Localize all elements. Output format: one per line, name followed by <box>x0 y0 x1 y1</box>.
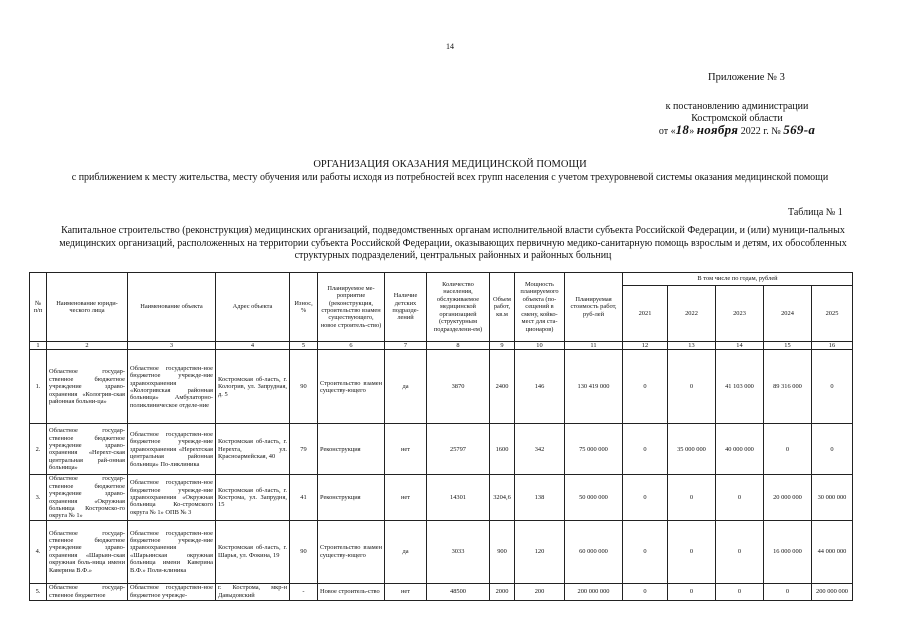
header-year-2025: 2025 <box>812 286 853 342</box>
cell-address: г. Кострома, мкр-н Давыдовский <box>216 583 290 600</box>
header-year-2021: 2021 <box>623 286 668 342</box>
cell-entity: Областное государ-ственное бюджетное учреждение здраво-охранения «Нерехт-ская центральная рай-онная больница» <box>47 424 128 475</box>
appendix-date-line <box>622 124 852 138</box>
cell-volume: 2400 <box>490 350 515 424</box>
header-entity: Наименование юриди-ческого лица <box>47 273 128 342</box>
cell-children: да <box>385 350 427 424</box>
handwritten-day: 18 <box>675 122 690 137</box>
cell-children: нет <box>385 424 427 475</box>
table-body <box>30 350 853 600</box>
construction-table <box>29 272 853 601</box>
cell-address: Костромская об-ласть, г. Шарья, ул. Фокина, 19 <box>216 520 290 583</box>
header-children: Наличие детских подразде-лений <box>385 273 427 342</box>
cell-population: 14301 <box>427 475 490 520</box>
cell-volume: 1600 <box>490 424 515 475</box>
cell-year-2025: 0 <box>812 424 853 475</box>
cell-children: нет <box>385 475 427 520</box>
cell-planned: Новое строитель-ство <box>318 583 385 600</box>
appendix-line-1: к постановлению администрации <box>665 101 809 112</box>
handwritten-month: ноября <box>696 122 739 137</box>
appendix-line-2: Костромской области <box>691 112 783 124</box>
table-row <box>30 475 853 520</box>
cell-year-2025: 44 000 000 <box>812 520 853 583</box>
cell-address: Костромская об-ласть, г. Кострома, ул. Запрудня, 15 <box>216 475 290 520</box>
document-subtitle: с приближением к месту жительства, месту обучения или работы исходя из потребностей всех групп населения с учетом трехуровневой системы оказания медицинской помощи <box>71 172 829 183</box>
cell-capacity: 342 <box>515 424 565 475</box>
cell-capacity: 200 <box>515 583 565 600</box>
column-number: 2 <box>47 342 128 350</box>
cell-year-2022: 0 <box>668 583 716 600</box>
cell-object: Областное государствен-ное бюджетное учрежде-ние здравоохранения «Нерехтская центральная районная больница» По-ликлиника <box>128 424 216 475</box>
cell-year-2025: 200 000 000 <box>812 583 853 600</box>
header-planned: Планируемое ме-роприятие (реконструкция, строительство взамен существующего, новое строитель-ство) <box>318 273 385 342</box>
cell-address: Костромская об-ласть, г. Кологрив, ул. Запрудная, д. 5 <box>216 350 290 424</box>
cell-population: 3033 <box>427 520 490 583</box>
header-wear: Износ, % <box>290 273 318 342</box>
column-number-row <box>30 342 853 350</box>
header-year-2024: 2024 <box>764 286 812 342</box>
cell-num: 2. <box>30 424 47 475</box>
column-number: 11 <box>565 342 623 350</box>
cell-population: 3870 <box>427 350 490 424</box>
cell-year-2022: 0 <box>668 350 716 424</box>
table-row <box>30 520 853 583</box>
column-number: 14 <box>716 342 764 350</box>
page-number: 14 <box>446 42 454 51</box>
appendix-title: Приложение № 3 <box>708 72 785 83</box>
cell-year-2023: 0 <box>716 583 764 600</box>
date-mid: » <box>689 126 697 137</box>
cell-cost: 60 000 000 <box>565 520 623 583</box>
header-years-group: В том числе по годам, рублей <box>623 273 853 286</box>
cell-num: 3. <box>30 475 47 520</box>
cell-num: 4. <box>30 520 47 583</box>
cell-year-2023: 40 000 000 <box>716 424 764 475</box>
date-prefix: от « <box>658 126 676 137</box>
column-number: 15 <box>764 342 812 350</box>
document-title: ОРГАНИЗАЦИЯ ОКАЗАНИЯ МЕДИЦИНСКОЙ ПОМОЩИ <box>313 159 587 170</box>
cell-address: Костромская об-ласть, г. Нерехта, ул. Красноармейская, 40 <box>216 424 290 475</box>
column-number: 8 <box>427 342 490 350</box>
column-number: 5 <box>290 342 318 350</box>
cell-wear: 41 <box>290 475 318 520</box>
cell-volume: 900 <box>490 520 515 583</box>
column-number: 4 <box>216 342 290 350</box>
cell-planned: Реконструкция <box>318 475 385 520</box>
table-row <box>30 583 853 600</box>
cell-children: нет <box>385 583 427 600</box>
table-row <box>30 350 853 424</box>
cell-wear: - <box>290 583 318 600</box>
cell-wear: 90 <box>290 350 318 424</box>
header-year-2022: 2022 <box>668 286 716 342</box>
cell-year-2021: 0 <box>623 475 668 520</box>
header-num: № п/п <box>30 273 47 342</box>
cell-entity: Областное государ-ственное бюджетное <box>47 583 128 600</box>
cell-year-2021: 0 <box>623 350 668 424</box>
cell-planned: Строительство взамен существу-ющего <box>318 350 385 424</box>
cell-object: Областное государствен-ное бюджетное учрежде-ние здравоохранения «Кологривская районная больница» Амбулаторно-поликлиническое отделе-ние <box>128 350 216 424</box>
header-cost: Планируемая стоимость работ, руб-лей <box>565 273 623 342</box>
cell-population: 48500 <box>427 583 490 600</box>
cell-year-2024: 0 <box>764 583 812 600</box>
table-number: Таблица № 1 <box>788 207 843 218</box>
cell-capacity: 120 <box>515 520 565 583</box>
cell-year-2025: 30 000 000 <box>812 475 853 520</box>
cell-cost: 50 000 000 <box>565 475 623 520</box>
cell-year-2021: 0 <box>623 583 668 600</box>
cell-volume: 2000 <box>490 583 515 600</box>
header-year-2023: 2023 <box>716 286 764 342</box>
header-volume: Объем работ, кв.м <box>490 273 515 342</box>
cell-wear: 90 <box>290 520 318 583</box>
cell-year-2025: 0 <box>812 350 853 424</box>
column-number: 1 <box>30 342 47 350</box>
cell-wear: 79 <box>290 424 318 475</box>
appendix-reference <box>622 101 852 138</box>
cell-object: Областное государствен-ное бюджетное учрежде- <box>128 583 216 600</box>
date-year: 2022 г. № <box>738 126 784 137</box>
cell-year-2024: 16 000 000 <box>764 520 812 583</box>
column-number: 7 <box>385 342 427 350</box>
cell-planned: Строительство взамен существу-ющего <box>318 520 385 583</box>
cell-entity: Областное государ-ственное бюджетное учреждение здраво-охранения «Кологрив-ская районная больни-ца» <box>47 350 128 424</box>
cell-object: Областное государствен-ное бюджетное учрежде-ние здравоохранения «Окружная больница Ко-стромского округа № 1» ОПВ № 3 <box>128 475 216 520</box>
cell-planned: Реконструкция <box>318 424 385 475</box>
column-number: 13 <box>668 342 716 350</box>
cell-children: да <box>385 520 427 583</box>
cell-cost: 75 000 000 <box>565 424 623 475</box>
column-number: 16 <box>812 342 853 350</box>
table-caption: Капитальное строительство (реконструкция) медицинских организаций, подведомственных органам исполнительной власти субъекта Российской Федерации, и (или) муници-пальных медицинских организаций, расположенных на территории субъекта Российской Федерации, оказывающих первичную медико-санитарную помощь взрослым и детям, их обособленных структурных подразделений, центральных районных и районных больниц <box>59 225 847 261</box>
cell-year-2024: 20 000 000 <box>764 475 812 520</box>
header-address: Адрес объекта <box>216 273 290 342</box>
cell-entity: Областное государ-ственное бюджетное учреждение здраво-охранения «Окружная больница Костромско-го округа № 1» <box>47 475 128 520</box>
cell-num: 5. <box>30 583 47 600</box>
header-object: Наименование объекта <box>128 273 216 342</box>
cell-num: 1. <box>30 350 47 424</box>
cell-entity: Областное государ-ственное бюджетное учреждение здраво-охранения «Шарьин-ская окружная боль-ница имени Каверина В.Ф.» <box>47 520 128 583</box>
cell-year-2022: 35 000 000 <box>668 424 716 475</box>
cell-population: 25797 <box>427 424 490 475</box>
cell-year-2024: 89 316 000 <box>764 350 812 424</box>
cell-object: Областное государствен-ное бюджетное учрежде-ние здравоохранения «Шарьинская окружная больница имени Каверина В.Ф.» Поли-клиника <box>128 520 216 583</box>
column-number: 9 <box>490 342 515 350</box>
column-number: 12 <box>623 342 668 350</box>
cell-year-2021: 0 <box>623 424 668 475</box>
cell-year-2023: 0 <box>716 520 764 583</box>
header-population: Количество населения, обслуживаемое медицинской организацией (структурным подразделени-ем) <box>427 273 490 342</box>
cell-volume: 3204,6 <box>490 475 515 520</box>
table-header <box>30 273 853 350</box>
column-number: 6 <box>318 342 385 350</box>
column-number: 3 <box>128 342 216 350</box>
header-capacity: Мощность планируемого объекта (по-сещений в смену, койко-мест для ста-ционаров) <box>515 273 565 342</box>
cell-year-2023: 0 <box>716 475 764 520</box>
cell-year-2023: 41 103 000 <box>716 350 764 424</box>
cell-year-2021: 0 <box>623 520 668 583</box>
cell-capacity: 138 <box>515 475 565 520</box>
table-row <box>30 424 853 475</box>
cell-cost: 130 419 000 <box>565 350 623 424</box>
cell-cost: 200 000 000 <box>565 583 623 600</box>
cell-year-2022: 0 <box>668 520 716 583</box>
handwritten-doc-number: 569-а <box>783 122 816 137</box>
column-number: 10 <box>515 342 565 350</box>
cell-year-2022: 0 <box>668 475 716 520</box>
cell-year-2024: 0 <box>764 424 812 475</box>
cell-capacity: 146 <box>515 350 565 424</box>
